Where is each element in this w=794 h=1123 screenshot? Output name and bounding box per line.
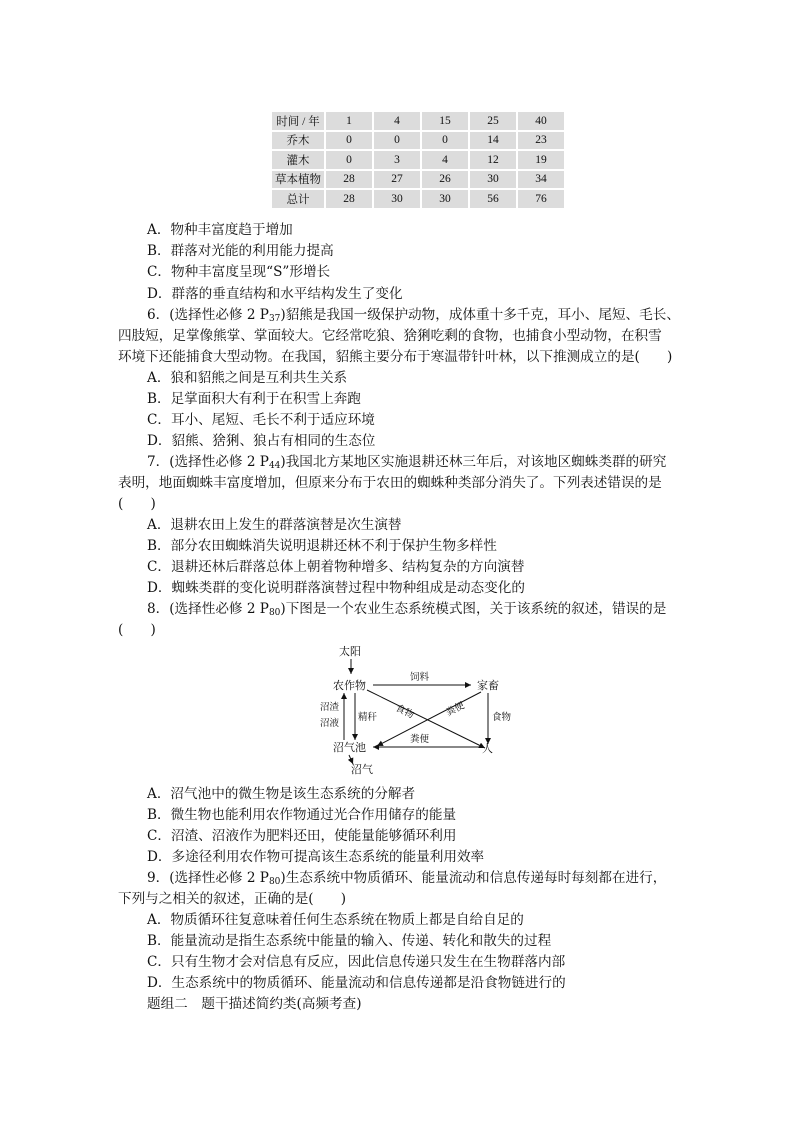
q6-prefix: 6．(选择性必修 2 P (147, 307, 269, 323)
human-node: 人 (482, 742, 493, 755)
q5-option-d: D．群落的垂直结构和水平结构发生了变化 (147, 286, 403, 302)
biogas-label: 沼气 (351, 763, 373, 775)
table-cell: 26 (421, 170, 469, 190)
q6-option-b: B．足掌面积大有利于在积雪上奔跑 (147, 391, 361, 407)
table-row (271, 189, 565, 209)
q5-option-c: C．物种丰富度呈现“S”形增长 (147, 264, 331, 280)
table-cell: 12 (469, 150, 517, 170)
table-cell: 0 (325, 150, 373, 170)
agro-ecosystem-diagram (305, 640, 525, 775)
table-cell: 乔木 (271, 131, 325, 151)
livestock-node: 家畜 (477, 679, 499, 692)
q6-stem-line2: 四肢短，足掌像熊掌、掌面较大。它经常吃狼、猞猁吃剩的食物，也捕食小型动物，在积雪 (118, 328, 662, 344)
q6-option-a: A．狼和貂熊之间是互利共生关系 (147, 370, 348, 386)
food-right-label: 食物 (492, 712, 512, 723)
residue-label: 沼渣 (320, 702, 340, 713)
q8-stem-line2: ( ) (118, 622, 156, 638)
table-cell: 23 (517, 131, 565, 151)
q9-stem-line1 (147, 868, 666, 888)
q7-stem-line2: 表明，地面蜘蛛丰富度增加，但原来分布于农田的蜘蛛种类部分消失了。下列表述错误的是 (118, 475, 662, 491)
table-cell: 30 (373, 189, 421, 209)
table-row (271, 131, 565, 151)
straw-label: 精秆 (358, 712, 378, 723)
q7-option-b: B．部分农田蜘蛛消失说明退耕还林不利于保护生物多样性 (147, 538, 497, 554)
table-header-row (271, 111, 565, 131)
feed-label: 饲料 (410, 672, 430, 683)
q8-option-c: C．沼渣、沼液作为肥料还田，使能量能够循环利用 (147, 828, 457, 844)
table-cell: 34 (517, 170, 565, 190)
sun-label: 太阳 (339, 645, 361, 658)
table-cell: 总计 (271, 189, 325, 209)
liquid-label: 沼液 (320, 718, 340, 729)
q8-option-a: A．沼气池中的微生物是该生态系统的分解者 (147, 786, 416, 802)
q9-option-c: C．只有生物才会对信息有反应，因此信息传递只发生在生物群落内部 (147, 954, 566, 970)
table-cell: 4 (421, 150, 469, 170)
q7-option-c: C．退耕还林后群落总体上朝着物种增多、结构复杂的方向演替 (147, 559, 525, 575)
q8-page: 80 (268, 608, 281, 618)
table-cell: 0 (373, 131, 421, 151)
table-cell: 76 (517, 189, 565, 209)
manure-diag-label: 粪便 (444, 700, 467, 719)
biogas-pit-node: 沼气池 (333, 741, 366, 754)
table-cell: 14 (469, 131, 517, 151)
q9-page: 80 (268, 877, 281, 887)
q6-option-c: C．耳小、尾短、毛长不利于适应环境 (147, 412, 375, 428)
table-cell: 草本植物 (271, 170, 325, 190)
q9-option-d: D．生态系统中的物质循环、能量流动和信息传递都是沿食物链进行的 (147, 975, 566, 991)
succession-table (270, 110, 566, 210)
q9-option-b: B．能量流动是指生态系统中能量的输入、传递、转化和散失的过程 (147, 933, 552, 949)
q9-option-a: A．物质循环往复意味着任何生态系统在物质上都是自给自足的 (147, 912, 524, 928)
q7-option-d: D．蜘蛛类群的变化说明群落演替过程中物种组成是动态变化的 (147, 580, 525, 596)
table-cell: 25 (469, 111, 517, 131)
table-cell: 19 (517, 150, 565, 170)
food-diag-label: 食物 (393, 702, 416, 722)
crop-node: 农作物 (333, 679, 366, 692)
table-cell: 28 (325, 170, 373, 190)
q7-stem-line1 (147, 452, 666, 472)
table-cell: 0 (421, 131, 469, 151)
table-row (271, 170, 565, 190)
q9-prefix: 9．(选择性必修 2 P (147, 870, 269, 886)
q6-stem-line1 (147, 305, 680, 325)
q7-page: 44 (268, 461, 281, 471)
q5-option-a: A．物种丰富度趋于增加 (147, 222, 293, 238)
q7-stem-line3: ( ) (118, 496, 156, 512)
q8-option-b: B．微生物也能利用农作物通过光合作用储存的能量 (147, 807, 457, 823)
q7-option-a: A．退耕农田上发生的群落演替是次生演替 (147, 517, 402, 533)
q8-stem-line1 (147, 599, 666, 619)
q7-prefix: 7．(选择性必修 2 P (147, 454, 269, 470)
q6-page: 37 (268, 314, 281, 324)
table-cell: 56 (469, 189, 517, 209)
table-cell: 灌木 (271, 150, 325, 170)
table-cell: 28 (325, 189, 373, 209)
table-cell: 15 (421, 111, 469, 131)
q8-stem1: )下图是一个农业生态系统模式图，关于该系统的叙述，错误的是 (280, 601, 667, 617)
q6-stem1: )貂熊是我国一级保护动物，成体重十多千克，耳小、尾短、毛长、 (280, 307, 680, 323)
table-cell: 4 (373, 111, 421, 131)
q9-stem1: )生态系统中物质循环、能量流动和信息传递每时每刻都在进行， (280, 870, 667, 886)
table-row (271, 150, 565, 170)
q9-stem-line2: 下列与之相关的叙述，正确的是( ) (118, 891, 347, 907)
table-cell: 27 (373, 170, 421, 190)
table-cell: 3 (373, 150, 421, 170)
q5-option-b: B．群落对光能的利用能力提高 (147, 243, 334, 259)
table-cell: 时间 / 年 (271, 111, 325, 131)
manure-bottom-label: 粪便 (410, 734, 430, 745)
table-cell: 40 (517, 111, 565, 131)
table-cell: 30 (421, 189, 469, 209)
q7-stem1: )我国北方某地区实施退耕还林三年后，对该地区蜘蛛类群的研究 (280, 454, 667, 470)
table-cell: 0 (325, 131, 373, 151)
section-heading: 题组二 题干描述简约类(高频考查) (147, 996, 362, 1012)
table-cell: 30 (469, 170, 517, 190)
q8-option-d: D．多途径利用农作物可提高该生态系统的能量利用效率 (147, 849, 485, 865)
table-cell: 1 (325, 111, 373, 131)
q8-prefix: 8．(选择性必修 2 P (147, 601, 269, 617)
q6-stem-line3: 环境下还能捕食大型动物。在我国，貂熊主要分布于寒温带针叶林，以下推测成立的是( ) (118, 349, 673, 365)
q6-option-d: D．貂熊、猞猁、狼占有相同的生态位 (147, 433, 376, 449)
